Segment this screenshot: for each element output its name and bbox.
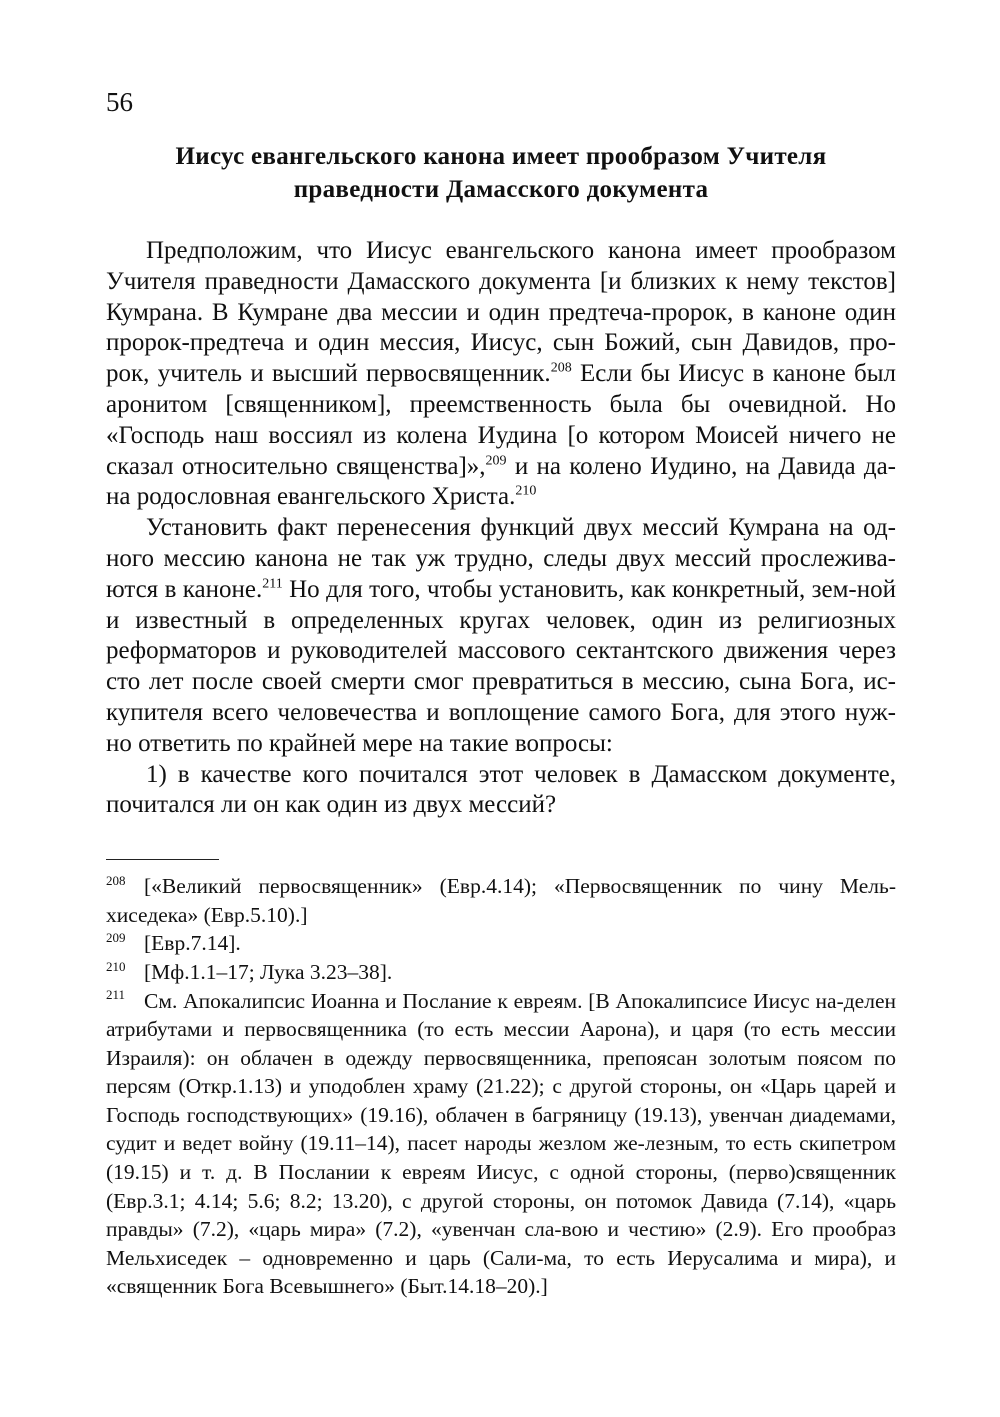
footnote-divider [106,859,219,860]
footnote-209: 209 [Евр.7.14]. [106,930,241,956]
footnote-ref[interactable]: 208 [550,360,572,376]
footnote-ref[interactable]: 209 [485,453,507,469]
chapter-title-line-2: праведности Дамасского документа [293,176,709,203]
paragraph-2 [106,513,896,759]
chapter-title [106,140,896,206]
paragraph-text: и на колено Иудино, на Давида да-на родословная евангельского Христа. [106,452,896,511]
footnote-text: [Мф.1.1–17; Лука 3.23–38]. [144,959,393,984]
footnote-text: [Евр.7.14]. [144,931,241,956]
body-text [106,236,896,821]
footnote-211: 211 См. Апокалипсис Иоанна и Послание к евреям. [В Апокалипсисе Иисус на-делен атрибутами и первосвященника (то есть мессии Аарона), и царя (то есть мессии Израиля): он облачен в одежду первосвященника, препоясан золотым поясом по персям (Откр.1.13) и уподоблен храму (21.22); с другой стороны, он «Царь царей и Господь господствующих» (19.16), облачен в багряницу (19.13), увенчан диадемами, судит и ведет войну (19.11–14), пасет народы жезлом же-лезным, то есть скипетром (19.15) и т. д. В Послании к евреям Иисус, с одной стороны, (перво)священник (Евр.3.1; 4.14; 5.6; 8.2; 13.20), с другой стороны, он потомок Давида (7.14), «царь правды» (7.2), «царь мира» (7.2), «увенчан сла-вою и честию» (2.9). Его прообраз Мельхиседек – одновременно и царь (Сали-ма, то есть Иерусалима и мира), и «священник Бога Всевышнего» (Быт.14.18–20).] [106,987,896,1299]
footnote-ref[interactable]: 211 [262,576,283,592]
paragraph-1 [106,236,896,513]
paragraph-text: Но для того, чтобы установить, как конкретный, зем-ной и известный в определенных кругах человек, один из религиозных реформаторов и руководителей массового сектантского движения через сто лет после своей смерти смог превратиться в мессию, сына Бога, ис-купителя всего человечества и воплощение самого Бога, для этого нуж-но ответить по крайней мере на такие вопросы: [106,575,896,757]
page-number: 56 [106,87,133,117]
paragraph-text: Предположим, что Иисус евангельского канона имеет прообразом Учителя праведности Дамасского документа [и близких к нему текстов] Кумрана. В Кумране два мессии и один предтеча-пророк, в каноне один пророк-предтеча и один мессия, Иисус, сын Божий, сын Давидов, про-рок, учитель и высший первосвященник. [106,237,896,388]
footnote-208: 208 [«Великий первосвященник» (Евр.4.14); «Первосвященник по чину Мель-хиседека» (Евр.5.10).] [106,872,896,927]
footnote-text: [«Великий первосвященник» (Евр.4.14); «Первосвященник по чину Мель-хиседека» (Евр.5.10).] [106,874,896,927]
footnote-ref[interactable]: 210 [515,484,537,500]
chapter-title-line-1: Иисус евангельского канона имеет прообразом Учителя [175,143,827,170]
footnote-210: 210 [Мф.1.1–17; Лука 3.23–38]. [106,958,393,984]
paragraph-text: 1) в качестве кого почитался этот человек в Дамасском документе, почитался ли он как один из двух мессий? [106,760,896,819]
paragraph-text: Установить факт перенесения функций двух мессий Кумрана на од-ного мессию канона не так уж трудно, следы двух мессий прослежива-ются в каноне. [106,514,896,603]
paragraph-text: Если бы Иисус в каноне был аронитом [священником], преемственность была бы очевидной. Но «Господь наш воссиял из колена Иудина [о котором Моисей ничего не сказал относительно священства]», [106,360,896,480]
paragraph-3 [106,760,896,822]
document-page [106,84,896,1301]
footnote-text: См. Апокалипсис Иоанна и Послание к евреям. [В Апокалипсисе Иисус на-делен атрибутами и первосвященника (то есть мессии Аарона), и царя (то есть мессии Израиля): он облачен в одежду первосвященника, препоясан золотым поясом по персям (Откр.1.13) и уподоблен храму (21.22); с другой стороны, он «Царь царей и Господь господствующих» (19.16), облачен в багряницу (19.13), увенчан диадемами, судит и ведет войну (19.11–14), пасет народы жезлом же-лезным, то есть скипетром (19.15) и т. д. В Послании к евреям Иисус, с одной стороны, (перво)священник (Евр.3.1; 4.14; 5.6; 8.2; 13.20), с другой стороны, он потомок Давида (7.14), «царь правды» (7.2), «царь мира» (7.2), «увенчан сла-вою и честию» (2.9). Его прообраз Мельхиседек – одновременно и царь (Сали-ма, то есть Иерусалима и мира), и «священник Бога Всевышнего» (Быт.14.18–20).] [106,988,896,1299]
footnotes [106,872,896,1301]
